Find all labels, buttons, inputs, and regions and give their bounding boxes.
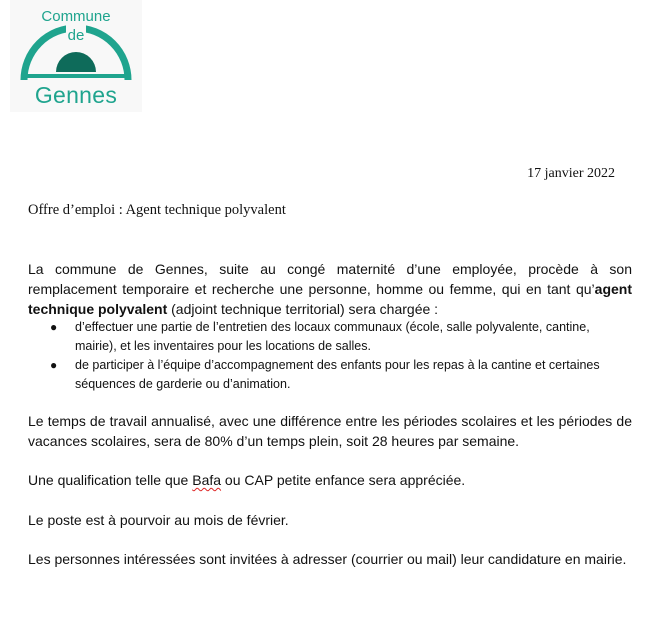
bullet-icon: ● — [50, 358, 58, 372]
qualification-text: Une qualification telle que — [28, 472, 193, 488]
duty-text: de participer à l’équipe d’accompagnement des enfants pour les repas à la cantine et certaines séquences de garderie ou d’animation. — [75, 358, 600, 391]
document-date: 17 janvier 2022 — [527, 166, 615, 181]
commune-logo — [10, 0, 142, 112]
start-date-paragraph: Le poste est à pourvoir au mois de février. — [28, 512, 289, 528]
intro-job-title: agent technique polyvalent — [28, 281, 632, 317]
list-item — [50, 356, 610, 394]
logo-text-de: de — [67, 27, 85, 44]
intro-text: La commune de Gennes, suite au congé maternité d’une employée, procède à son remplacement temporaire et recherche une personne, homme ou femme, qui en tant qu’ — [28, 261, 632, 297]
intro-paragraph — [28, 259, 632, 319]
duty-text: d’effectuer une partie de l’entretien des locaux communaux (école, salle polyvalente, cantine, mairie), et les inventaires pour les locations de salles. — [75, 320, 590, 353]
qualification-paragraph — [28, 470, 632, 490]
logo-text-commune: Commune — [41, 8, 111, 25]
list-item — [50, 318, 610, 356]
spellcheck-flagged-word: Bafa — [192, 472, 222, 488]
duties-list — [50, 318, 610, 394]
offer-title: Offre d’emploi : Agent technique polyvalent — [28, 202, 286, 218]
bullet-icon: ● — [50, 320, 58, 334]
intro-text-end: (adjoint technique territorial) sera chargée : — [167, 301, 439, 317]
working-time-paragraph: Le temps de travail annualisé, avec une différence entre les périodes scolaires et les périodes de vacances scolaires, sera de 80% d’un temps plein, soit 28 heures par semaine. — [28, 413, 632, 449]
contact-paragraph: Les personnes intéressées sont invitées à adresser (courrier ou mail) leur candidature en mairie. — [28, 551, 627, 567]
logo-text-gennes: Gennes — [34, 82, 118, 108]
qualification-text-end: ou CAP petite enfance sera appréciée. — [221, 472, 466, 488]
